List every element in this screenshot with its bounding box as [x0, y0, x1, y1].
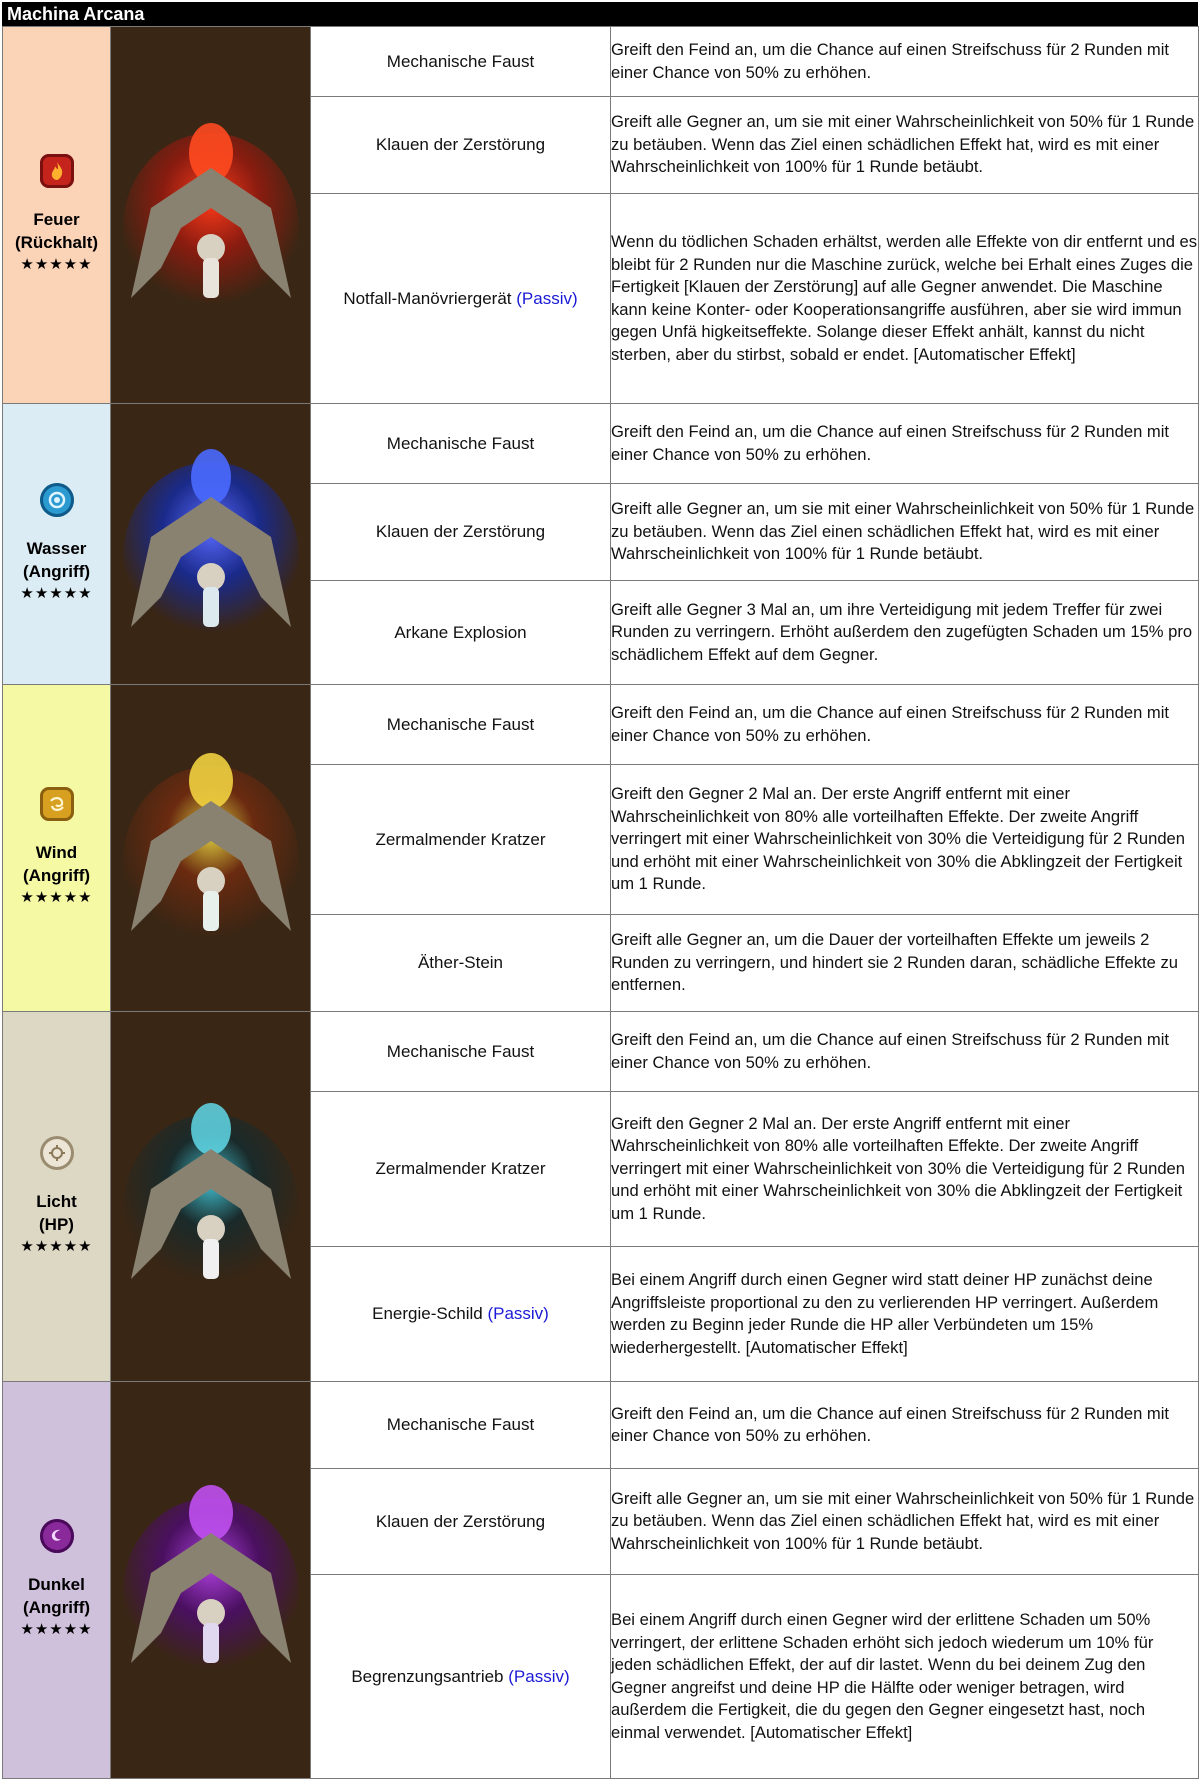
table-row — [3, 685, 1199, 765]
monster-art-dunkel — [111, 1382, 311, 1779]
skill-description: Greift den Feind an, um die Chance auf einen Streifschuss für 2 Runden mit einer Chance von 50% zu erhöhen. — [611, 1382, 1199, 1469]
skill-name: Energie-Schild (Passiv) — [311, 1247, 611, 1382]
monster-image — [121, 731, 301, 961]
skill-description: Greift alle Gegner an, um sie mit einer Wahrscheinlichkeit von 50% für 1 Runde zu betäuben. Wenn das Ziel einen schädlichen Effekt hat, wird es mit einer Wahrscheinlichkeit von 100% für 1 Runde betäubt. — [611, 97, 1199, 194]
skill-table — [2, 26, 1199, 1779]
skill-description: Greift alle Gegner an, um sie mit einer Wahrscheinlichkeit von 50% für 1 Runde zu betäuben. Wenn das Ziel einen schädlichen Effekt hat, wird es mit einer Wahrscheinlichkeit von 100% für 1 Runde betäubt. — [611, 1469, 1199, 1575]
skill-description: Greift den Feind an, um die Chance auf einen Streifschuss für 2 Runden mit einer Chance von 50% zu erhöhen. — [611, 404, 1199, 484]
wind-element-icon — [40, 787, 74, 821]
monster-image — [121, 98, 301, 328]
skill-name: Mechanische Faust — [311, 685, 611, 765]
skill-name: Zermalmender Kratzer — [311, 765, 611, 915]
skill-description: Greift den Feind an, um die Chance auf einen Streifschuss für 2 Runden mit einer Chance von 50% zu erhöhen. — [611, 1012, 1199, 1092]
skill-description: Bei einem Angriff durch einen Gegner wird statt deiner HP zunächst deine Angriffsleiste proportional zu den zu verlierenden HP verringert. Außerdem werden zu Beginn jeder Runde die HP aller Verbündeten um 15% wiederhergestellt. [Automatischer Effekt] — [611, 1247, 1199, 1382]
element-cell-wind — [3, 685, 111, 1012]
skill-description: Bei einem Angriff durch einen Gegner wird der erlittene Schaden um 50% verringert, der erlittene Schaden erhöht sich jedoch wiederum um 10% für jeden schädlichen Effekt, der auf dir lastet. Wenn du bei deinem Zug den Gegner angreifst und deine HP die Hälfte oder weniger betragen, wird außerdem die Fertigkeit, die du gegen den Gegner eingesetzt hast, noch einmal verwendet. [Automatischer Effekt] — [611, 1575, 1199, 1779]
star-rating: ★★★★★ — [20, 1237, 93, 1255]
element-name: Dunkel — [28, 1575, 85, 1594]
element-cell-dunkel — [3, 1382, 111, 1779]
table-row — [3, 1012, 1199, 1092]
monster-image — [121, 1079, 301, 1309]
star-rating: ★★★★★ — [20, 585, 93, 602]
skill-description: Greift den Gegner 2 Mal an. Der erste Angriff entfernt mit einer Wahrscheinlichkeit von 80% alle vorteilhaften Effekte. Der zweite Angriff verringert mit einer Wahrscheinlichkeit von 30% die Verteidigung für 2 Runden und erhöht mit einer Wahrscheinlichkeit von 30% die Abklingzeit der Fertigkeit um 1 Runde. — [611, 765, 1199, 915]
passive-tag: (Passiv) — [508, 1666, 570, 1686]
skill-name: Klauen der Zerstörung — [311, 484, 611, 581]
skill-name: Mechanische Faust — [311, 27, 611, 97]
skill-description: Wenn du tödlichen Schaden erhältst, werden alle Effekte von dir entfernt und es bleibt für 2 Runden nur die Maschine zurück, welche bei Erhalt eines Zuges die Fertigkeit [Klauen der Zerstörung] auf alle Gegner anwendet. Die Maschine kann keine Konter- oder Kooperationsangriffe ausführen, aber sie wird immun gegen Unfä higkeitseffekte. Solange dieser Effekt anhält, kannst du nicht sterben, aber du stirbst, sobald er endet. [Automatischer Effekt] — [611, 194, 1199, 404]
role-type: (HP) — [39, 1214, 74, 1234]
page-title: Machina Arcana — [2, 2, 1198, 26]
skill-name: Klauen der Zerstörung — [311, 97, 611, 194]
element-cell-wasser — [3, 404, 111, 685]
water-element-icon — [40, 483, 74, 517]
role-type: (Rückhalt) — [14, 233, 99, 252]
skill-name: Begrenzungsantrieb (Passiv) — [311, 1575, 611, 1779]
dark-element-icon — [40, 1519, 74, 1553]
monster-image — [121, 1463, 301, 1693]
skill-name: Notfall-Manövriergerät (Passiv) — [311, 194, 611, 404]
element-name: Wasser — [26, 539, 87, 558]
skill-description: Greift den Feind an, um die Chance auf einen Streifschuss für 2 Runden mit einer Chance von 50% zu erhöhen. — [611, 685, 1199, 765]
role-type: (Angriff) — [22, 866, 91, 885]
element-cell-feuer — [3, 27, 111, 404]
skill-name: Mechanische Faust — [311, 1382, 611, 1469]
star-rating: ★★★★★ — [20, 1621, 93, 1638]
skill-name: Mechanische Faust — [311, 404, 611, 484]
skill-name: Arkane Explosion — [311, 581, 611, 685]
role-type: (Angriff) — [22, 562, 91, 581]
passive-tag: (Passiv) — [487, 1304, 549, 1323]
monster-art-licht — [111, 1012, 311, 1382]
skill-name: Mechanische Faust — [311, 1012, 611, 1092]
passive-tag: (Passiv) — [516, 288, 578, 308]
table-row — [3, 404, 1199, 484]
skill-description: Greift alle Gegner an, um die Dauer der vorteilhaften Effekte um jeweils 2 Runden zu verringern, und hindert sie 2 Runden daran, schädliche Effekte zu entfernen. — [611, 915, 1199, 1012]
star-rating: ★★★★★ — [20, 256, 93, 273]
skill-name: Klauen der Zerstörung — [311, 1469, 611, 1575]
skill-name: Äther-Stein — [311, 915, 611, 1012]
element-name: Licht — [36, 1191, 77, 1211]
table-row — [3, 27, 1199, 97]
monster-image — [121, 427, 301, 657]
monster-art-feuer — [111, 27, 311, 404]
skill-name: Zermalmender Kratzer — [311, 1092, 611, 1247]
table-row — [3, 1382, 1199, 1469]
fire-element-icon — [40, 154, 74, 188]
light-element-icon — [40, 1136, 74, 1170]
skill-description: Greift alle Gegner 3 Mal an, um ihre Verteidigung mit jedem Treffer für zwei Runden zu verringern. Erhöht außerdem den zugefügten Schaden um 15% pro schädlichem Effekt auf dem Gegner. — [611, 581, 1199, 685]
element-cell-licht — [3, 1012, 111, 1382]
role-type: (Angriff) — [22, 1598, 91, 1617]
element-name: Feuer — [33, 210, 80, 229]
element-name: Wind — [35, 843, 78, 862]
monster-art-wasser — [111, 404, 311, 685]
skill-description: Greift den Gegner 2 Mal an. Der erste Angriff entfernt mit einer Wahrscheinlichkeit von 80% alle vorteilhaften Effekte. Der zweite Angriff verringert mit einer Wahrscheinlichkeit von 30% die Verteidigung für 2 Runden und erhöht mit einer Wahrscheinlichkeit von 30% die Abklingzeit der Fertigkeit um 1 Runde. — [611, 1092, 1199, 1247]
monster-art-wind — [111, 685, 311, 1012]
skill-description: Greift alle Gegner an, um sie mit einer Wahrscheinlichkeit von 50% für 1 Runde zu betäuben. Wenn das Ziel einen schädlichen Effekt hat, wird es mit einer Wahrscheinlichkeit von 100% für 1 Runde betäubt. — [611, 484, 1199, 581]
skill-description: Greift den Feind an, um die Chance auf einen Streifschuss für 2 Runden mit einer Chance von 50% zu erhöhen. — [611, 27, 1199, 97]
star-rating: ★★★★★ — [20, 889, 93, 906]
